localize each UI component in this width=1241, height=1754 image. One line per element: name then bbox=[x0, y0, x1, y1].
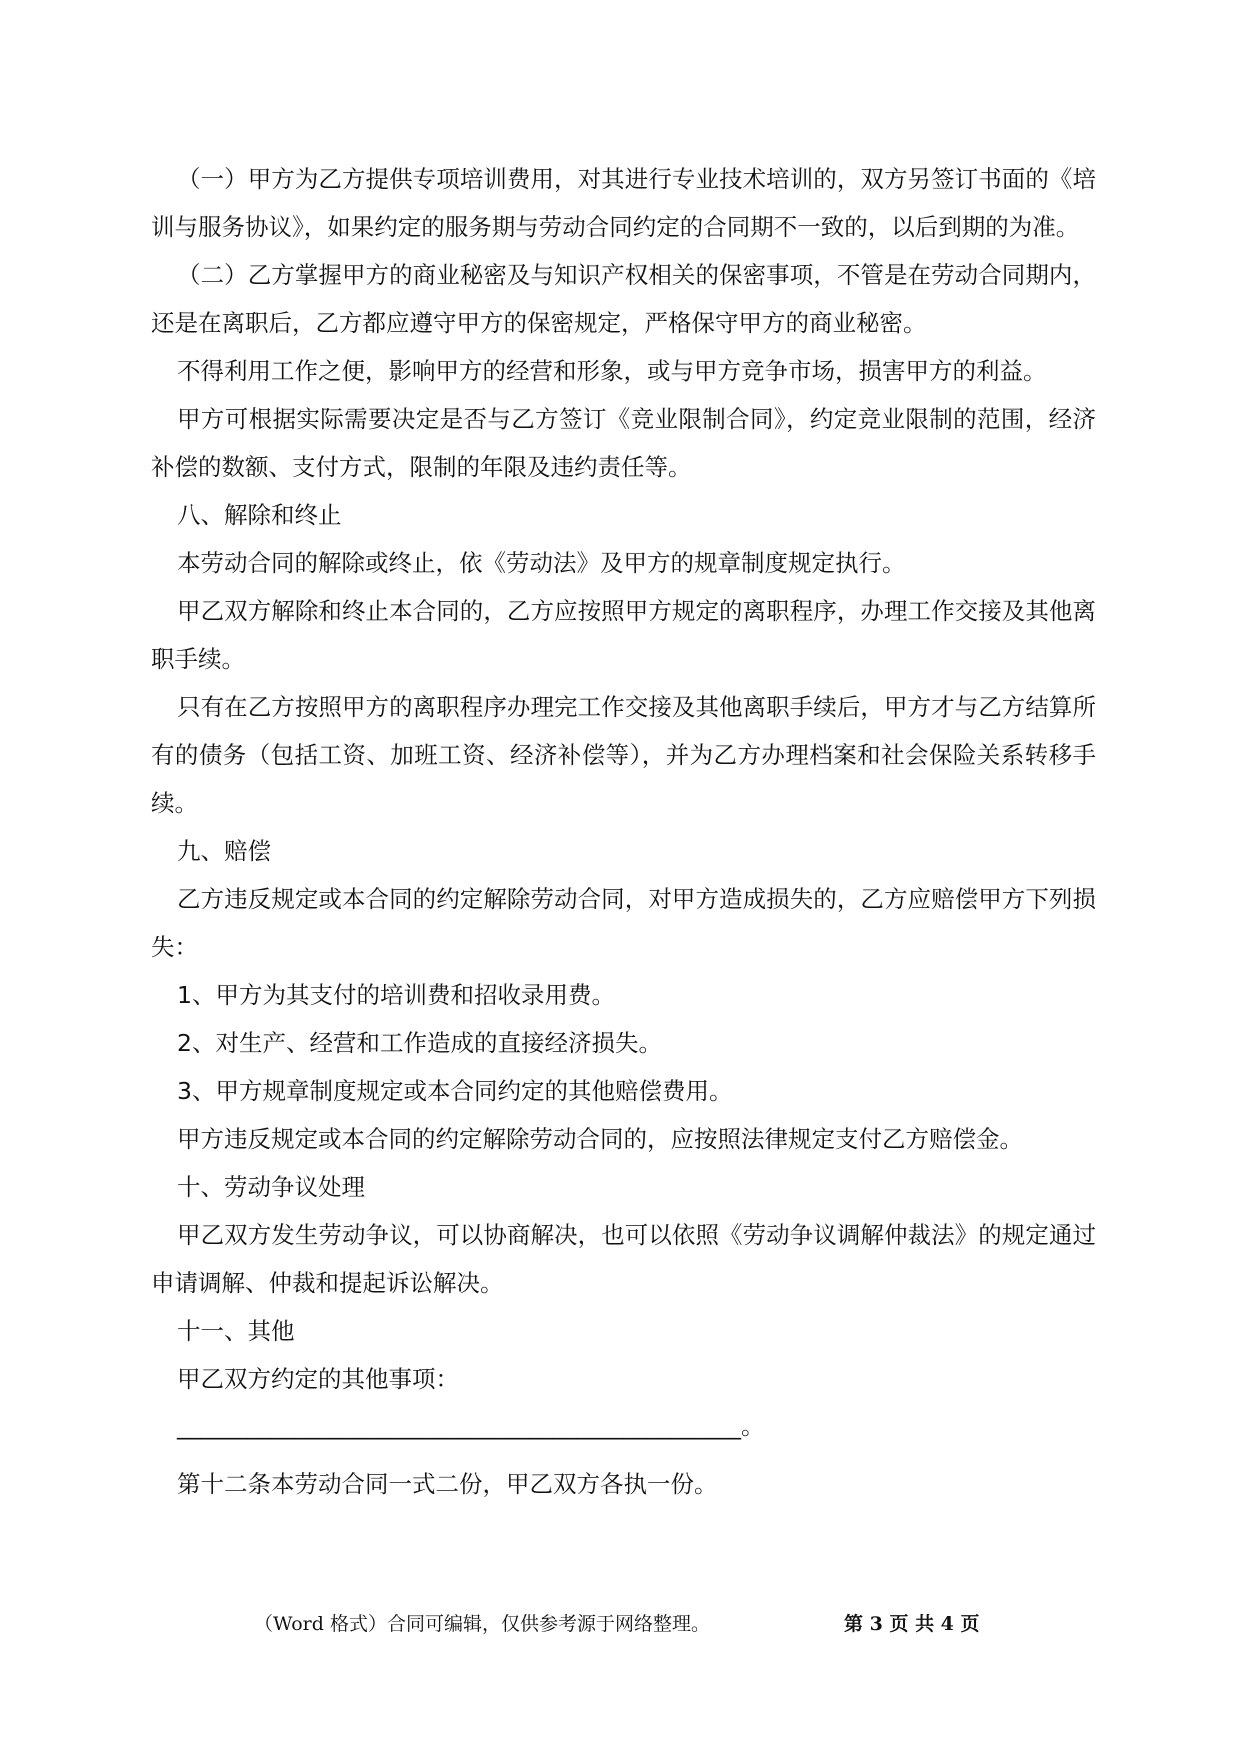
paragraph-settlement: 只有在乙方按照甲方的离职程序办理完工作交接及其他离职手续后，甲方才与乙方结算所有的债务（包括工资、加班工资、经济补偿等），并为乙方办理档案和社会保险关系转移手续。 bbox=[151, 693, 1096, 817]
list-item-compensation-3: 3、甲方规章制度规定或本合同约定的其他赔偿费用。 bbox=[177, 1077, 733, 1105]
paragraph-article-12: 第十二条本劳动合同一式二份，甲乙双方各执一份。 bbox=[177, 1470, 718, 1498]
paragraph-compensation-intro: 乙方违反规定或本合同的约定解除劳动合同，对甲方造成损失的，乙方应赔偿甲方下列损失： bbox=[151, 885, 1096, 961]
paragraph-non-compete-conduct: 不得利用工作之便，影响甲方的经营和形象，或与甲方竞争市场，损害甲方的利益。 bbox=[177, 357, 1047, 385]
list-item-compensation-1: 1、甲方为其支付的培训费和招收录用费。 bbox=[177, 981, 615, 1009]
paragraph-termination-basis: 本劳动合同的解除或终止，依《劳动法》及甲方的规章制度规定执行。 bbox=[177, 549, 906, 577]
paragraph-other-matters: 甲乙双方约定的其他事项： bbox=[177, 1365, 459, 1393]
page-number: 第 3 页 共 4 页 bbox=[844, 1613, 980, 1635]
paragraph-dispute-resolution: 甲乙双方发生劳动争议，可以协商解决，也可以依照《劳动争议调解仲裁法》的规定通过申请调解、仲裁和提起诉讼解决。 bbox=[151, 1221, 1096, 1297]
list-item-compensation-2: 2、对生产、经营和工作造成的直接经济损失。 bbox=[177, 1029, 662, 1057]
paragraph-termination-procedure: 甲乙双方解除和终止本合同的，乙方应按照甲方规定的离职程序，办理工作交接及其他离职手续。 bbox=[151, 597, 1096, 673]
paragraph-clause-1: （一）甲方为乙方提供专项培训费用，对其进行专业技术培训的，双方另签订书面的《培训与服务协议》，如果约定的服务期与劳动合同约定的合同期不一致的，以后到期的为准。 bbox=[151, 165, 1096, 241]
page-footer bbox=[0, 1609, 1241, 1649]
section-heading-compensation: 九、赔偿 bbox=[177, 837, 271, 865]
footer-note: （Word 格式）合同可编辑，仅供参考源于网络整理。 bbox=[254, 1613, 710, 1635]
section-heading-termination: 八、解除和终止 bbox=[177, 501, 342, 529]
paragraph-non-compete-contract: 甲方可根据实际需要决定是否与乙方签订《竞业限制合同》，约定竞业限制的范围，经济补偿的数额、支付方式，限制的年限及违约责任等。 bbox=[151, 405, 1096, 481]
section-heading-dispute: 十、劳动争议处理 bbox=[177, 1173, 365, 1201]
paragraph-clause-2: （二）乙方掌握甲方的商业秘密及与知识产权相关的保密事项，不管是在劳动合同期内，还是在离职后，乙方都应遵守甲方的保密规定，严格保守甲方的商业秘密。 bbox=[151, 261, 1096, 337]
section-heading-other: 十一、其他 bbox=[177, 1317, 295, 1345]
fill-in-line: ________________________________________________。 bbox=[177, 1412, 765, 1440]
paragraph-employer-compensation: 甲方违反规定或本合同的约定解除劳动合同的，应按照法律规定支付乙方赔偿金。 bbox=[177, 1125, 1023, 1153]
document-body bbox=[151, 155, 1096, 1508]
